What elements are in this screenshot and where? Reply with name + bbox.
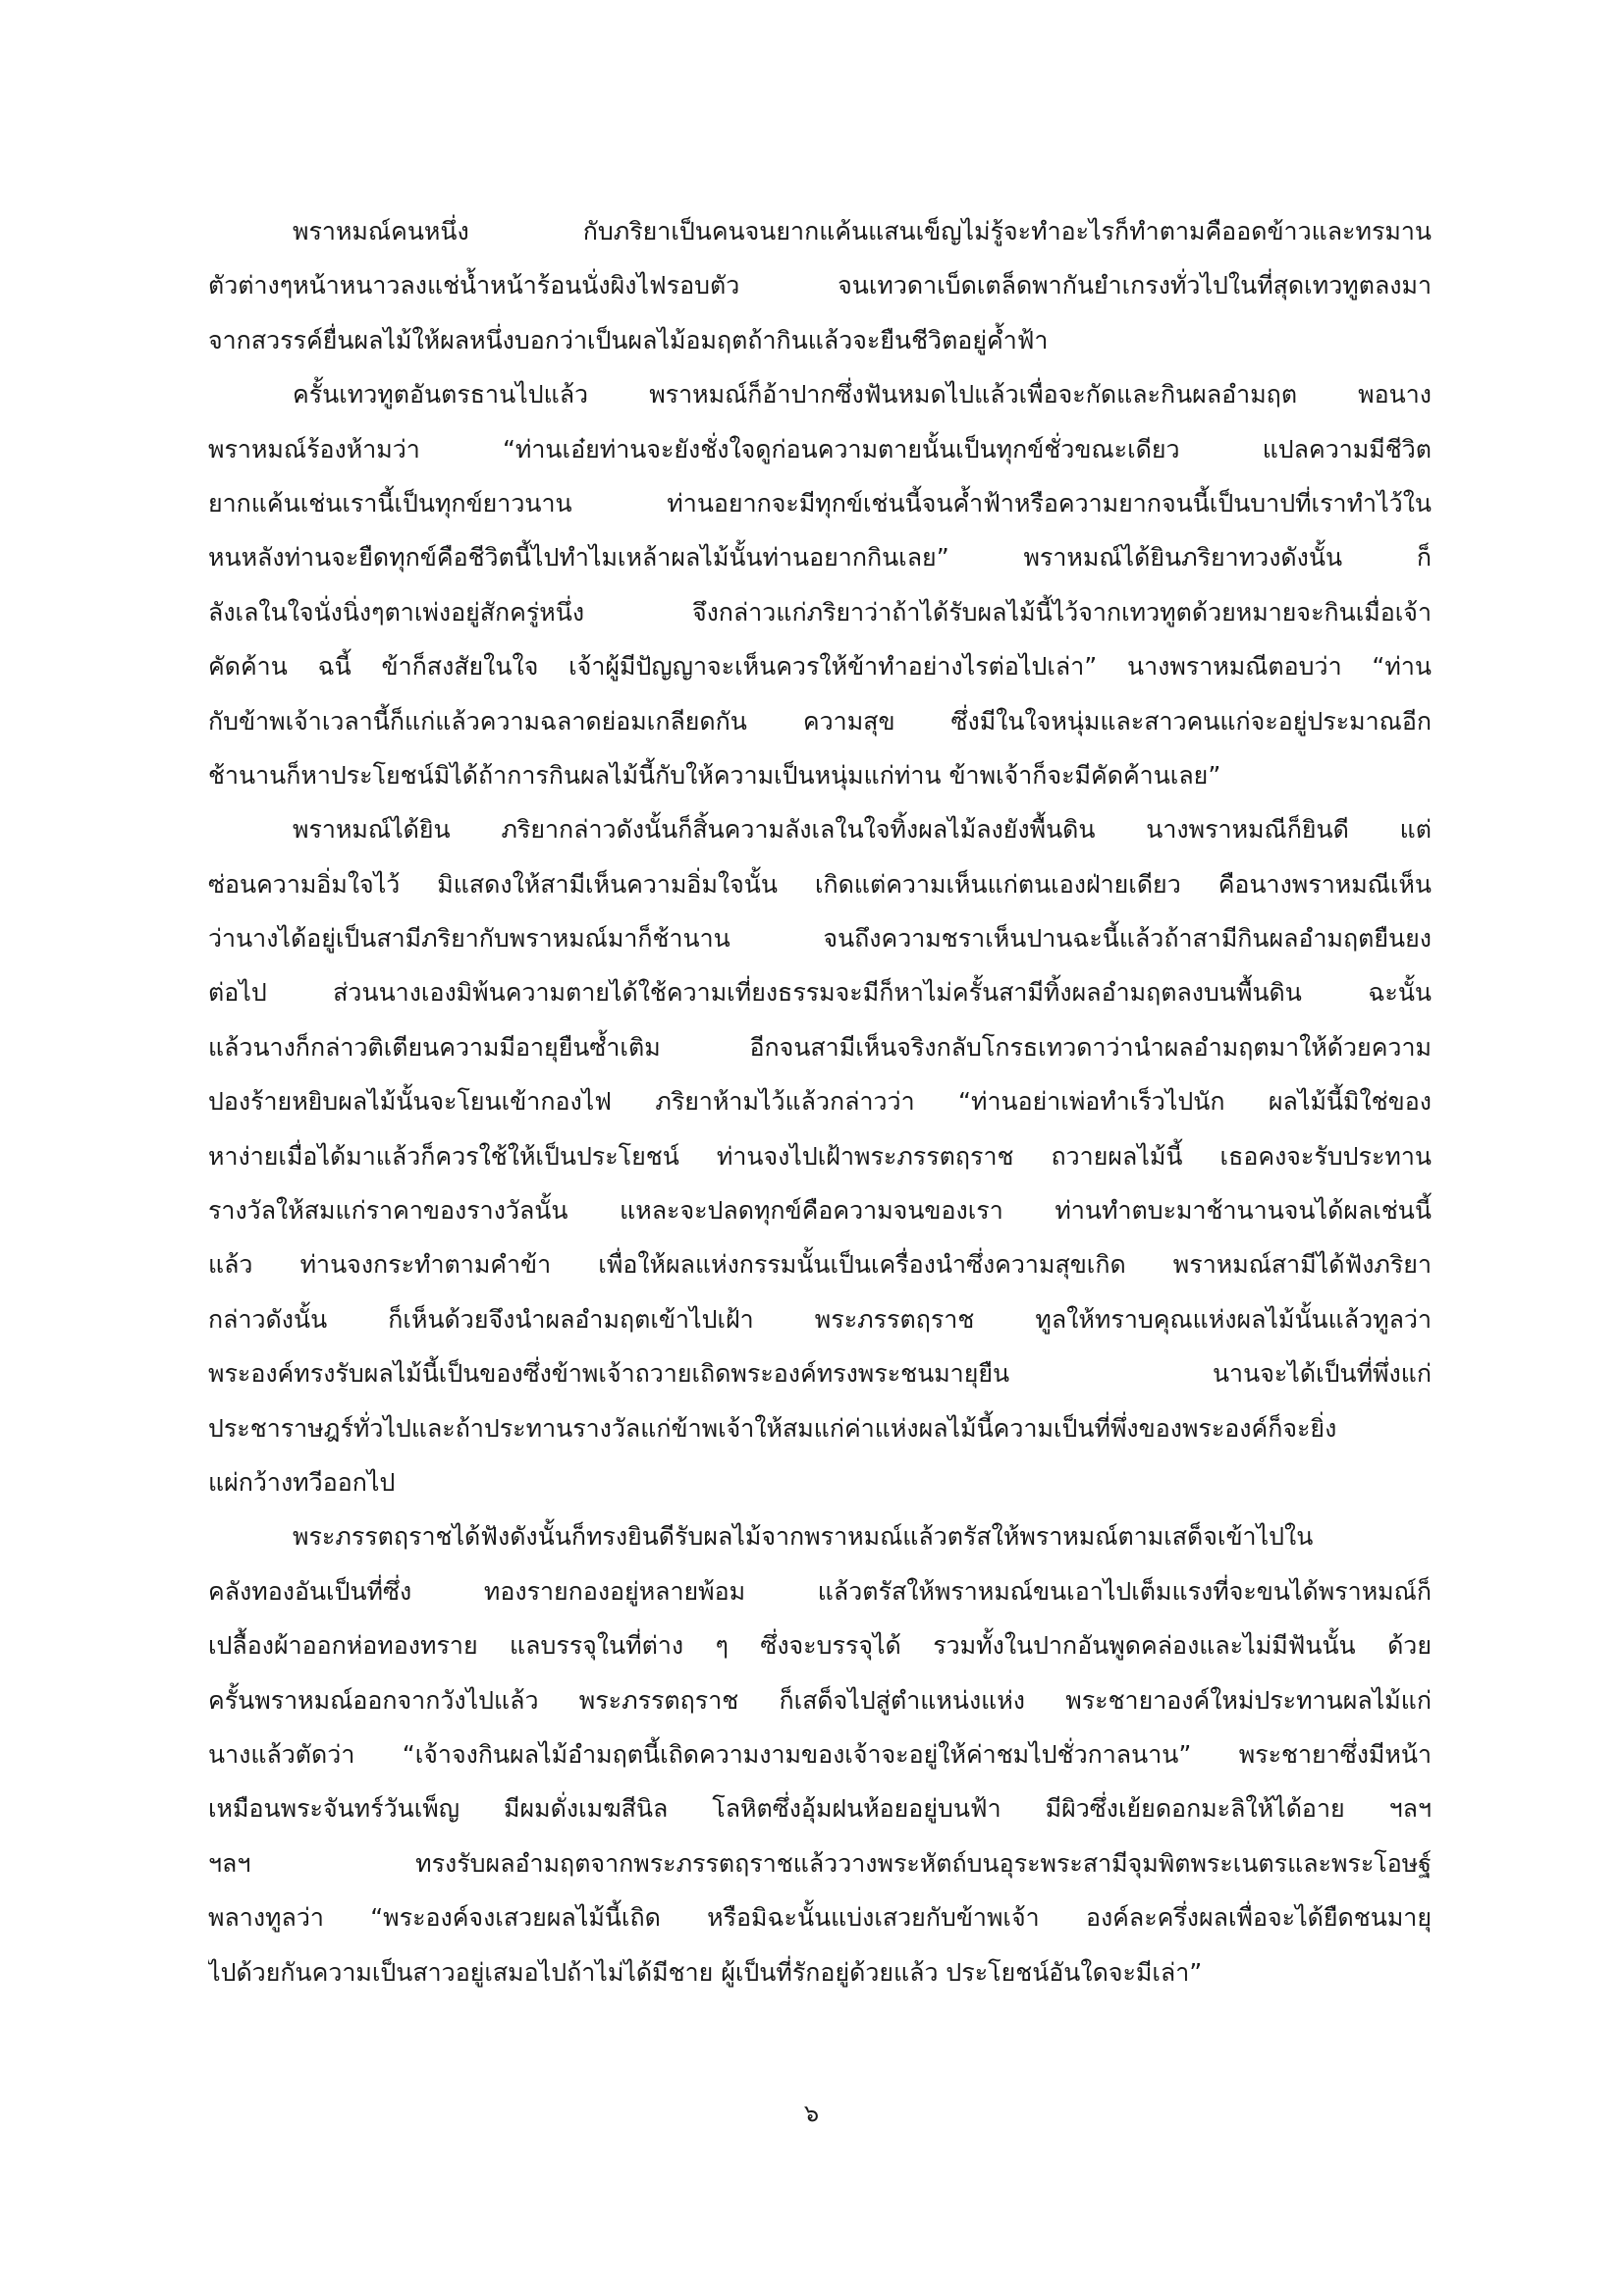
text-line: เปลื้องผ้าออกห่อทองทราย แลบรรจุในที่ต่าง ๆ ซึ่งจะบรรจุได้ รวมทั้งในปากอันพูดคล่องและไม่มีฟันนั้น ด้วย (208, 1631, 1432, 1661)
paragraph (208, 367, 1432, 802)
text-line: ครั้นเทวทูตอันตรธานไปแล้ว พราหมณ์ก็อ้าปากซึ่งฟันหมดไปแล้วเพื่อจะกัดและกินผลอำมฤต พอนาง (293, 380, 1432, 410)
text-line: นางแล้วตัดว่า “เจ้าจงกินผลไม้อำมฤตนี้เถิดความงามของเจ้าจะอยู่ให้ค่าชมไปชั่วกาลนาน” พระชายาซึ่งมีหน้า (208, 1739, 1432, 1769)
text-line: กับข้าพเจ้าเวลานี้ก็แก่แล้วความฉลาดย่อมเกลียดกัน ความสุข ซึ่งมีในใจหนุ่มและสาวคนแก่จะอยู่ประมาณอีก (208, 706, 1432, 736)
paragraph (208, 802, 1432, 1509)
text-line: ลังเลในใจนั่งนิ่งๆตาเพ่งอยู่สักครู่หนึ่ง จึงกล่าวแก่ภริยาว่าถ้าได้รับผลไม้นี้ไว้จากเทวทูตด้วยหมายจะกินเมื่อเจ้า (208, 597, 1432, 627)
text-line: แล้ว ท่านจงกระทำตามคำข้า เพื่อให้ผลแห่งกรรมนั้นเป็นเครื่องนำซึ่งความสุขเกิด พราหมณ์สามีได้ฟังภริยา (208, 1250, 1432, 1280)
text-line: ครั้นพราหมณ์ออกจากวังไปแล้ว พระภรรตฤราช ก็เสด็จไปสู่ตำแหน่งแห่ง พระชายาองค์ใหม่ประทานผลไม้แก่ (208, 1685, 1432, 1715)
text-line: ประชาราษฎร์ทั่วไปและถ้าประทานรางวัลแก่ข้าพเจ้าให้สมแก่ค่าแห่งผลไม้นี้ความเป็นที่พึ่งของพระองค์ก็จะยิ่ง (208, 1413, 1337, 1443)
text-line: ซ่อนความอิ่มใจไว้ มิแสดงให้สามีเห็นความอิ่มใจนั้น เกิดแต่ความเห็นแก่ตนเองฝ่ายเดียว คือนางพราหมณีเห็น (208, 869, 1432, 899)
paragraph (208, 1509, 1432, 1999)
text-line: แผ่กว้างทวีออกไป (208, 1467, 396, 1497)
text-line: จากสวรรค์ยื่นผลไม้ให้ผลหนึ่งบอกว่าเป็นผลไม้อมฤตถ้ากินแล้วจะยืนชีวิตอยู่ค้ำฟ้า (208, 325, 1049, 355)
text-line: หาง่ายเมื่อได้มาแล้วก็ควรใช้ให้เป็นประโยชน์ ท่านจงไปเฝ้าพระภรรตฤราช ถวายผลไม้นี้ เธอคงจะรับประทาน (208, 1141, 1432, 1171)
text-line: แล้วนางก็กล่าวติเตียนความมีอายุยืนซ้ำเติม อีกจนสามีเห็นจริงกลับโกรธเทวดาว่านำผลอำมฤตมาให้ด้วยความ (208, 1032, 1432, 1062)
body-text (208, 204, 1432, 1999)
text-line: ฯลฯ ทรงรับผลอำมฤตจากพระภรรตฤราชแล้ววางพระหัตถ์บนอุระพระสามีจุมพิตพระเนตรและพระโอษฐ์ (208, 1848, 1432, 1878)
text-line: ว่านางได้อยู่เป็นสามีภริยากับพราหมณ์มาก็ช้านาน จนถึงความชราเห็นปานฉะนี้แล้วถ้าสามีกินผลอำมฤตยืนยง (208, 924, 1432, 954)
text-line: พระภรรตฤราชได้ฟังดังนั้นก็ทรงยินดีรับผลไม้จากพราหมณ์แล้วตรัสให้พราหมณ์ตามเสด็จเข้าไปใน (293, 1522, 1314, 1552)
text-line: หนหลังท่านจะยืดทุกข์คือชีวิตนี้ไปทำไมเหล้าผลไม้นั้นท่านอยากกินเลย” พราหมณ์ได้ยินภริยาทวงดังนั้น ก็ (208, 543, 1432, 573)
page-number: ๖ (803, 2100, 820, 2127)
text-line: พราหมณ์ร้องห้ามว่า “ท่านเอ๋ยท่านจะยังชั่งใจดูก่อนความตายนั้นเป็นทุกข์ชั่วขณะเดียว แปลความมีชีวิต (208, 434, 1432, 464)
text-line: กล่าวดังนั้น ก็เห็นด้วยจึงนำผลอำมฤตเข้าไปเฝ้า พระภรรตฤราช ทูลให้ทราบคุณแห่งผลไม้นั้นแล้วทูลว่า (208, 1304, 1432, 1334)
text-line: ตัวต่างๆหน้าหนาวลงแช่น้ำหน้าร้อนนั่งผิงไฟรอบตัว จนเทวดาเบ็ดเตล็ดพากันยำเกรงทั่วไปในที่สุดเทวทูตลงมา (208, 271, 1432, 301)
text-line: เหมือนพระจันทร์วันเพ็ญ มีผมดั่งเมฆสีนิล โลหิตซึ่งอุ้มฝนห้อยอยู่บนฟ้า มีผิวซึ่งเย้ยดอกมะลิให้ได้อาย ฯลฯ (208, 1794, 1432, 1824)
text-line: คลังทองอันเป็นที่ซึ่ง ทองรายกองอยู่หลายพ้อม แล้วตรัสให้พราหมณ์ขนเอาไปเต็มแรงที่จะขนได้พราหมณ์ก็ (208, 1576, 1432, 1606)
text-line: พลางทูลว่า “พระองค์จงเสวยผลไม้นี้เถิด หรือมิฉะนั้นแบ่งเสวยกับข้าพเจ้า องค์ละครึ่งผลเพื่อจะได้ยืดชนมายุ (208, 1903, 1432, 1933)
text-line: พราหมณ์คนหนึ่ง กับภริยาเป็นคนจนยากแค้นแสนเข็ญไม่รู้จะทำอะไรก็ทำตามคืออดข้าวและทรมาน (293, 217, 1432, 246)
text-line: พระองค์ทรงรับผลไม้นี้เป็นของซึ่งข้าพเจ้าถวายเถิดพระองค์ทรงพระชนมายุยืน นานจะได้เป็นที่พึ่งแก่ (208, 1359, 1432, 1389)
text-line: ไปด้วยกันความเป็นสาวอยู่เสมอไปถ้าไม่ได้มีชาย ผู้เป็นที่รักอยู่ด้วยแล้ว ประโยชน์อันใดจะมีเล่า” (208, 1957, 1203, 1987)
text-line: พราหมณ์ได้ยิน ภริยากล่าวดังนั้นก็สิ้นความลังเลในใจทิ้งผลไม้ลงยังพื้นดิน นางพราหมณีก็ยินดี แต่ (293, 815, 1432, 845)
paragraph (208, 204, 1432, 367)
text-line: ช้านานก็หาประโยชน์มิได้ถ้าการกินผลไม้นี้กับให้ความเป็นหนุ่มแก่ท่าน ข้าพเจ้าก็จะมีคัดค้านเลย” (208, 760, 1221, 790)
text-line: ต่อไป ส่วนนางเองมิพ้นความตายได้ใช้ความเที่ยงธรรมจะมีก็หาไม่ครั้นสามีทิ้งผลอำมฤตลงบนพื้นดิน ฉะนั้น (208, 978, 1432, 1008)
text-line: รางวัลให้สมแก่ราคาของรางวัลนั้น แหละจะปลดทุกข์คือความจนของเรา ท่านทำตบะมาช้านานจนได้ผลเช่นนี้ (208, 1196, 1432, 1226)
text-line: ยากแค้นเช่นเรานี้เป็นทุกข์ยาวนาน ท่านอยากจะมีทุกข์เช่นนี้จนค้ำฟ้าหรือความยากจนนี้เป็นบาปที่เราทำไว้ใน (208, 488, 1432, 518)
text-line: คัดค้าน ฉนี้ ข้าก็สงสัยในใจ เจ้าผู้มีปัญญาจะเห็นควรให้ข้าทำอย่างไรต่อไปเล่า” นางพราหมณีตอบว่า “ท่าน (208, 652, 1432, 682)
text-line: ปองร้ายหยิบผลไม้นั้นจะโยนเข้ากองไฟ ภริยาห้ามไว้แล้วกล่าวว่า “ท่านอย่าเพ่อทำเร็วไปนัก ผลไม้นี้มิใช่ของ (208, 1087, 1432, 1117)
